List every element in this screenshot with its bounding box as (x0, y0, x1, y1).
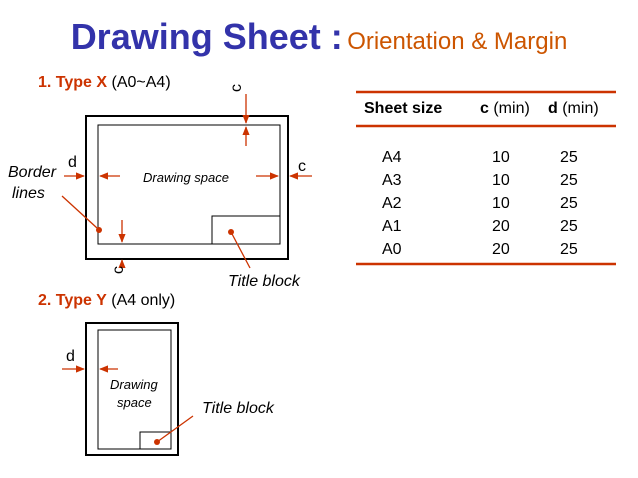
table-row-2-d: 25 (560, 172, 578, 189)
table-row-4-d: 25 (560, 218, 578, 235)
type-x-c-top-label: c (228, 84, 245, 92)
type-x-border-leader (62, 196, 97, 228)
table-row-1-c: 10 (492, 149, 510, 166)
table-header-c (480, 100, 530, 118)
table-row-3-size: A2 (382, 195, 402, 212)
table-row-4-size: A1 (382, 218, 402, 235)
type-y-title-block-label: Title block (202, 400, 274, 417)
type-x-c-right-label: c (298, 158, 306, 175)
type-x-name: 1. Type X (38, 74, 108, 91)
table-row-3-d: 25 (560, 195, 578, 212)
table-row-2-c: 10 (492, 172, 510, 189)
type-y-heading (38, 292, 175, 310)
type-y-range: (A4 only) (111, 292, 176, 309)
table-row-3-c: 10 (492, 195, 510, 212)
table-row-1-d: 25 (560, 149, 578, 166)
type-x-border-dot (96, 227, 102, 233)
title-subtitle: Orientation & Margin (347, 28, 568, 55)
table-header-d-rest: (min) (557, 100, 599, 117)
table-row-2-size: A3 (382, 172, 402, 189)
type-y-title-leader (157, 416, 193, 442)
type-x-title-block (212, 216, 280, 244)
table-row-5-c: 20 (492, 241, 510, 258)
type-y-d-left-label: d (66, 348, 75, 365)
table-row-4-c: 20 (492, 218, 510, 235)
table-row-5-size: A0 (382, 241, 402, 258)
table-header-c-rest: (min) (488, 100, 530, 117)
table-row-5-d: 25 (560, 241, 578, 258)
table-header-sheet-size: Sheet size (364, 100, 443, 117)
table-header-d-bold: d (548, 100, 558, 117)
type-y-drawing-space-label-2: space (117, 395, 152, 410)
border-lines-label-1: Border (8, 164, 57, 181)
type-x-title-block-label: Title block (228, 273, 300, 290)
type-y-drawing-space-label-1: Drawing (110, 377, 158, 392)
table-header-c-bold: c (480, 100, 489, 117)
table-header-d (548, 100, 599, 118)
type-y-name: 2. Type Y (38, 292, 107, 309)
border-lines-label-2: lines (12, 185, 45, 202)
type-x-title-leader (231, 232, 250, 268)
type-x-title-dot (228, 229, 234, 235)
type-y-title-dot (154, 439, 160, 445)
type-x-drawing-space-label: Drawing space (143, 170, 229, 185)
type-x-range: (A0~A4) (111, 74, 171, 91)
type-x-d-left-label: d (68, 154, 77, 171)
type-x-sheet-outline (86, 116, 288, 259)
type-x-c-bottom-label: c (110, 266, 127, 274)
title-main: Drawing Sheet : (70, 16, 343, 57)
table-row-1-size: A4 (382, 149, 402, 166)
